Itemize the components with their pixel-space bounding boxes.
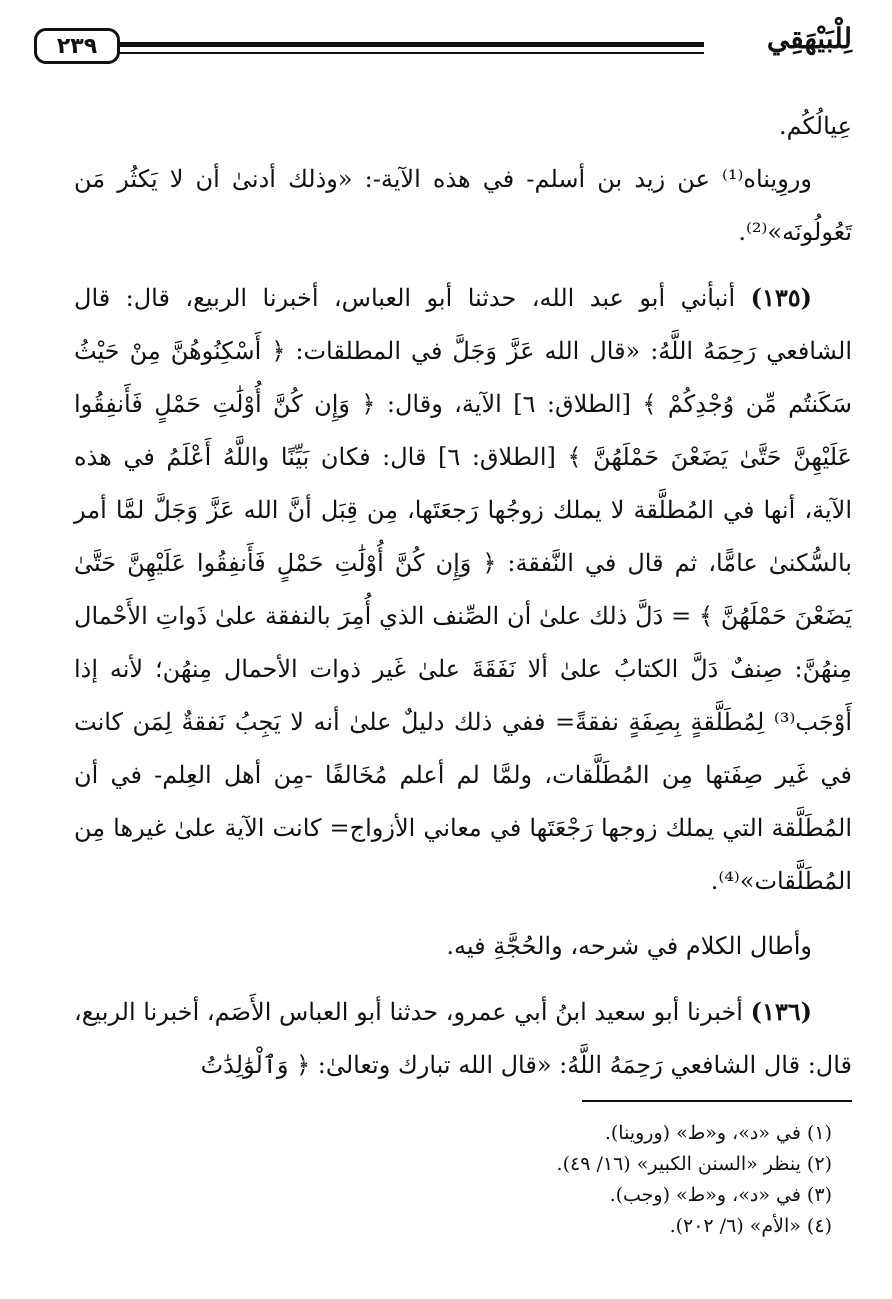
paragraph-3: وأطال الكلام في شرحه، والحُجَّةِ فيه. <box>446 932 812 960</box>
footnote-2: (٢) ينظر «السنن الكبير» (١٦/ ٤٩). <box>556 1153 832 1175</box>
footnote-3: (٣) في «د»، و«ط» (وجب). <box>609 1184 832 1206</box>
page-number: ٢٣٩ <box>34 28 120 64</box>
footnote-4: (٤) «الأم» (٦/ ٢٠٢). <box>669 1215 832 1237</box>
footnote-separator <box>582 1100 852 1102</box>
hadith-number-135: (١٣٥) <box>750 283 812 312</box>
paragraph-135-text: أنبأني أبو عبد الله، حدثنا أبو العباس، أخبرنا الربيع، قال: قال الشافعي رَحِمَهُ اللَّهُ: «قال الله عَزَّ وَجَلَّ في المطلقات: ﴿ أَسْكِنُوهُنَّ مِنْ حَيْثُ سَكَنتُم مِّن وُجْدِكُمْ ﴾ [الطلاق: ٦] الآية، وقال: ﴿ وَإِن كُنَّ أُوْلَٰتِ حَمْلٍ فَأَنفِقُوا عَلَيْهِنَّ حَتَّىٰ يَضَعْنَ حَمْلَهُنَّ ﴾ [الطلاق: ٦] قال: فكان بَيِّنًا واللَّهُ أَعْلَمُ في هذه الآية، أنها في المُطلَّقة لا يملك زوجُها رَجعَتَها، مِن قِبَل أنَّ الله عَزَّ وَجَلَّ لمَّا أمر بالسُّكنىٰ عامًّا، ثم قال في النَّفقة: ﴿ وَإِن كُنَّ أُوْلَٰتِ حَمْلٍ فَأَنفِقُوا عَلَيْهِنَّ حَتَّىٰ يَضَعْنَ حَمْلَهُنَّ ﴾ = دَلَّ ذلك علىٰ أن الصِّنف الذي أُمِرَ بالنفقة علىٰ ذَواتِ الأَحْمال مِنهُنَّ: صِنفٌ دَلَّ الكتابُ علىٰ ألا نَفَقَةَ علىٰ غَير ذوات الأحمال مِنهُن؛ لأنه إذا أَوْجَب⁽³⁾ لِمُطَلَّقةٍ بِصِفَةٍ نفقةً= ففي ذلك دليلٌ علىٰ أنه لا يَجِبُ نَفقةٌ لِمَن كانت في غَير صِفَتها مِن المُطَلَّقات، ولمَّا لم أعلم مُخَالفًا -مِن أهل العِلم- في أن المُطَلَّقة التي يملك زوجها رَجْعَتَها في معاني الأزواج= كانت الآية علىٰ غيرها مِن المُطَلَّقات»⁽⁴⁾. <box>74 284 853 895</box>
paragraph-135 <box>74 271 852 908</box>
body-text <box>74 100 852 1092</box>
paragraph-136-text: أخبرنا أبو سعيد ابنُ أبي عمرو، حدثنا أبو العباس الأَصَم، أخبرنا الربيع، قال: قال الشافعي رَحِمَهُ اللَّهُ: «قال الله تبارك وتعالىٰ: ﴿ وَٱلْوَٰلِدَٰتُ <box>74 998 852 1079</box>
paragraph-136 <box>74 985 852 1092</box>
footnote-1: (١) في «د»، و«ط» (وروينا). <box>604 1122 832 1144</box>
footnotes <box>74 1118 852 1242</box>
running-title: لِلْبَيْهَقِي <box>766 22 852 55</box>
carry-line: عِيالُكُم. <box>778 112 852 140</box>
hadith-number-136: (١٣٦) <box>750 997 812 1026</box>
header-rule-thick <box>118 42 704 47</box>
paragraph-1: وروِيناه⁽¹⁾ عن زيد بن أسلم- في هذه الآية-: «وذلك أدنىٰ أن لا يَكثُر مَن تَعُولُونَه»⁽²⁾. <box>74 165 852 246</box>
page-header <box>34 22 852 84</box>
header-rule-thin <box>118 52 704 54</box>
